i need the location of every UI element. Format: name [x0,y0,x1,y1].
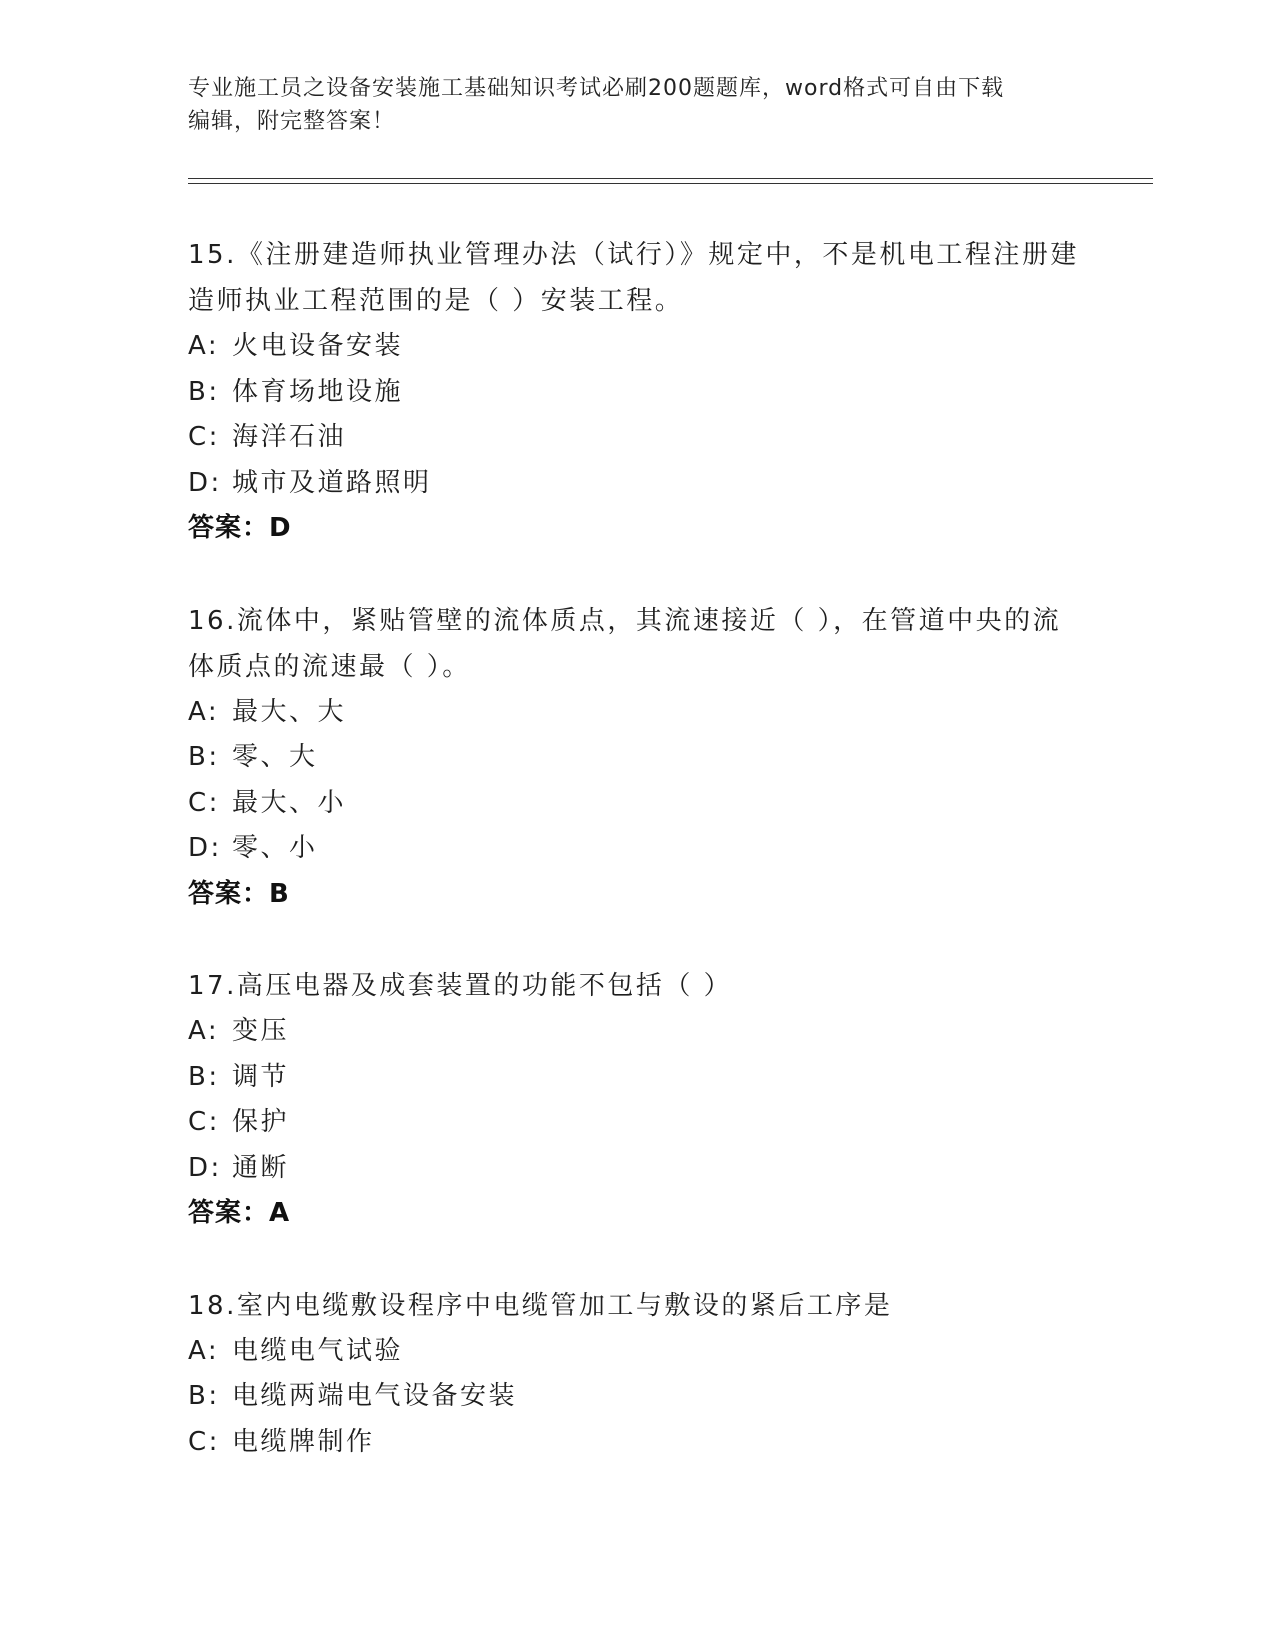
option-letter: A: [188,331,220,361]
option-a [188,1009,1088,1055]
option-letter: C: [188,787,220,818]
option-letter: D: [188,833,222,863]
question-16 [188,598,1088,918]
option-text: 海洋石油 [232,422,347,452]
option-d [188,461,1088,507]
option-text: 火电设备安装 [232,331,404,361]
option-c [188,781,1088,827]
option-letter: A: [188,696,220,727]
answer-label: 答案：A [188,1198,291,1228]
header-divider-top [188,178,1153,179]
option-d [188,1146,1088,1192]
option-letter: B: [188,1061,220,1092]
option-text: 零、小 [232,833,318,863]
header-divider-bottom [188,183,1153,184]
option-c [188,1420,1088,1466]
option-b [188,1374,1088,1420]
option-text: 调节 [232,1061,290,1092]
option-letter: C: [188,422,220,452]
option-text: 电缆电气试验 [232,1335,404,1366]
header-line-2: 编辑，附完整答案！ [188,109,396,134]
answer-label: 答案：B [188,878,290,909]
option-letter: A: [188,1335,220,1366]
question-text: 17.高压电器及成套装置的功能不包括（ ） [188,971,733,1001]
option-text: 电缆两端电气设备安装 [232,1381,518,1411]
option-letter: B: [188,376,220,407]
option-a [188,690,1088,736]
option-a [188,1329,1088,1375]
option-b [188,370,1088,416]
option-a [188,324,1088,370]
question-text: 16.流体中，紧贴管壁的流体质点，其流速接近（ ），在管道中央的流体质点的流速最（ ）。 [188,605,1062,682]
option-text: 体育场地设施 [232,376,404,407]
option-text: 通断 [232,1152,290,1183]
option-text: 保护 [232,1107,290,1137]
option-text: 零、大 [232,742,318,772]
option-b [188,735,1088,781]
option-letter: C: [188,1426,220,1457]
answer-label: 答案：D [188,513,292,543]
question-text: 18.室内电缆敷设程序中电缆管加工与敷设的紧后工序是 [188,1290,893,1321]
question-17 [188,963,1088,1237]
header-line-1: 专业施工员之设备安装施工基础知识考试必刷200题题库，word格式可自由下载 [188,76,1005,101]
document-header [188,72,1088,138]
option-c [188,415,1088,461]
option-text: 城市及道路照明 [232,467,432,498]
option-letter: C: [188,1107,220,1137]
question-text: 15.《注册建造师执业管理办法（试行）》规定中，不是机电工程注册建造师执业工程范围的是（ ）安装工程。 [188,240,1079,316]
option-text: 最大、小 [232,787,347,818]
option-letter: B: [188,742,220,772]
option-b [188,1055,1088,1101]
option-text: 电缆牌制作 [232,1426,375,1457]
question-18 [188,1283,1088,1466]
question-list [188,232,1088,1511]
option-c [188,1100,1088,1146]
option-text: 变压 [232,1016,290,1046]
option-letter: B: [188,1381,220,1411]
option-letter: A: [188,1016,220,1046]
option-d [188,826,1088,872]
question-15 [188,232,1088,552]
option-text: 最大、大 [232,696,347,727]
option-letter: D: [188,1152,222,1183]
option-letter: D: [188,467,222,498]
